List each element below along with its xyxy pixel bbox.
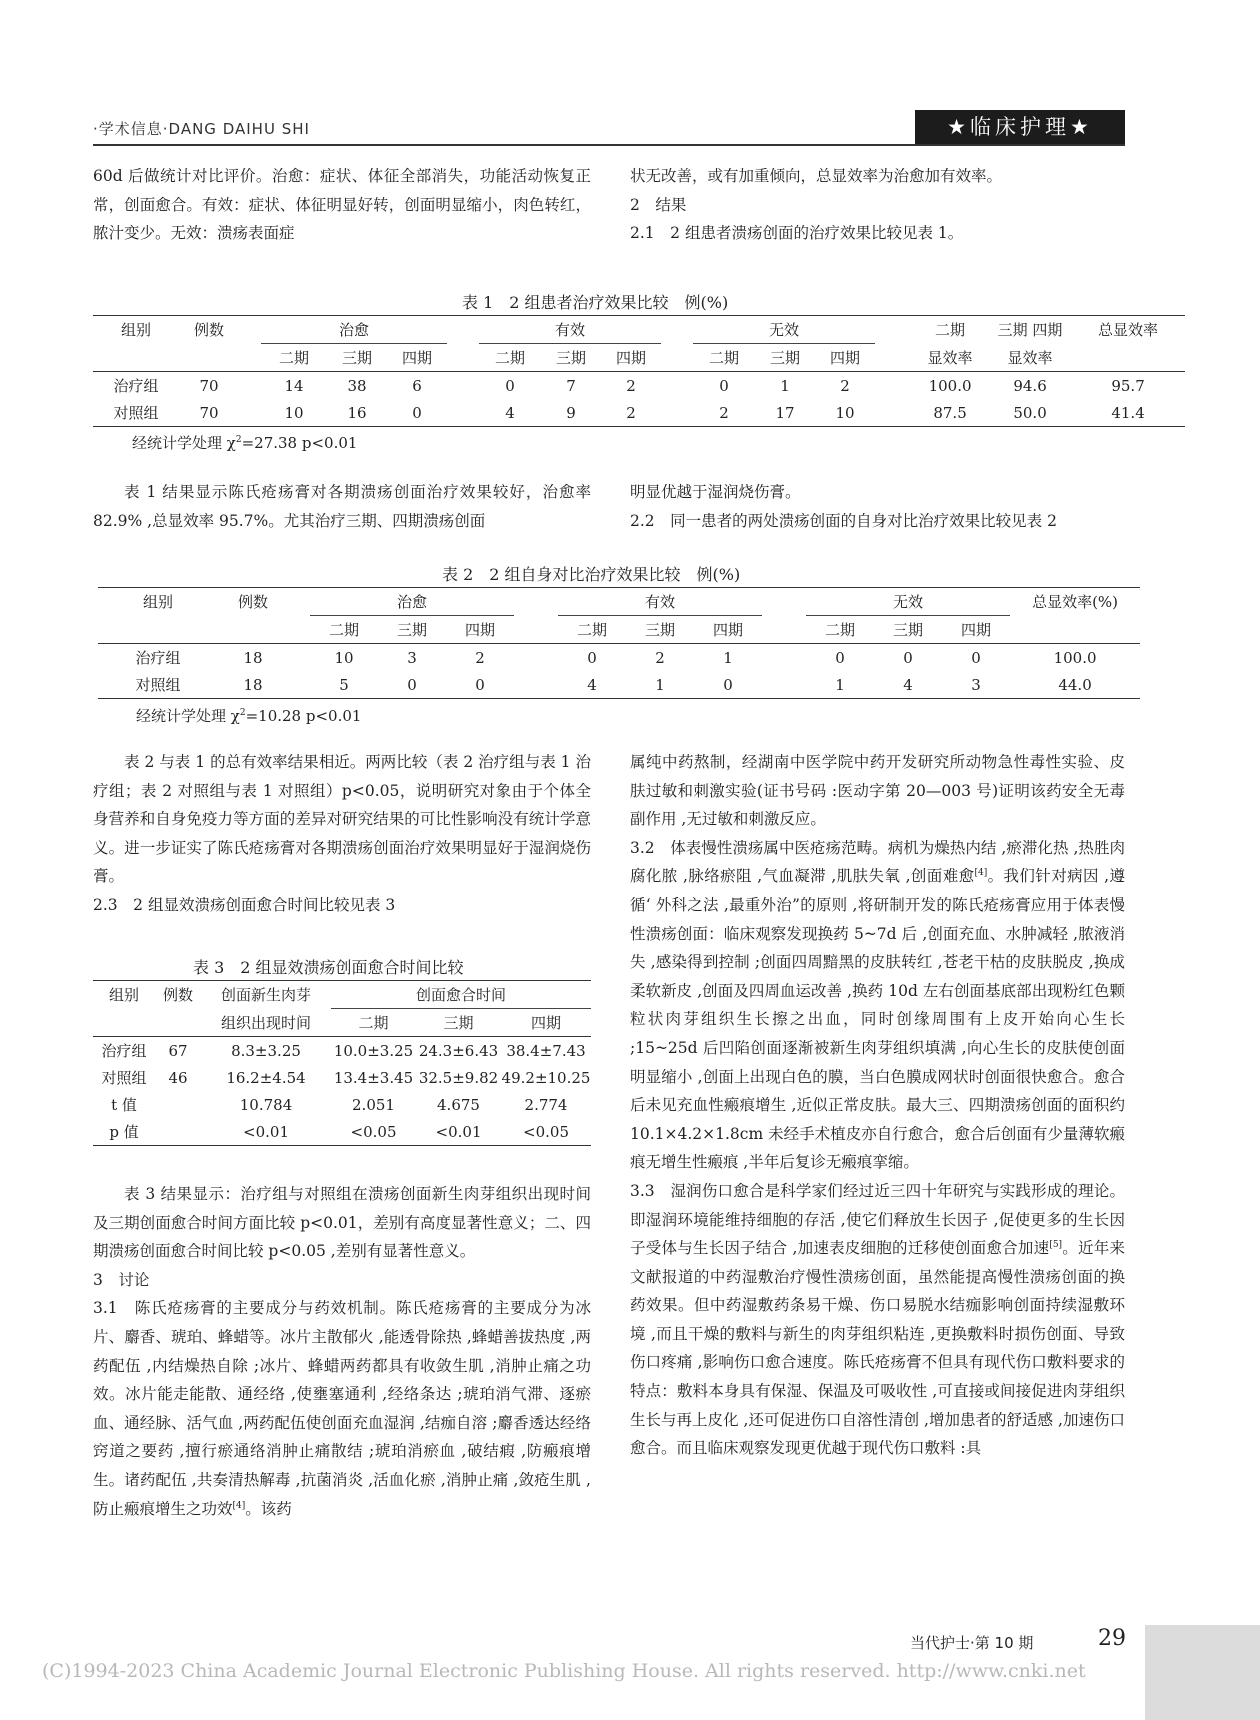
table-cell: 4.675: [437, 1095, 480, 1114]
table-header: 例数: [162, 986, 193, 1005]
journal-issue: 当代护士·第 10 期: [910, 1634, 1034, 1652]
table-cell: 95.7: [1111, 376, 1145, 395]
table-cell: 18: [243, 648, 263, 667]
citation-ref: [5]: [1049, 1239, 1063, 1250]
table-header: 治愈: [261, 316, 447, 344]
table-cell: 13.4±3.45: [333, 1068, 414, 1087]
table-cell: 10.0±3.25: [333, 1041, 414, 1060]
table-cell: 44.0: [1058, 675, 1092, 694]
table-cell: 100.0: [1053, 648, 1097, 667]
table-cell: 0: [835, 648, 845, 667]
table-cell: 2: [626, 376, 636, 395]
table-row: [93, 1037, 591, 1065]
table-cell: 70: [199, 376, 219, 395]
table-header: 四期: [402, 349, 433, 367]
table-cell: [155, 1118, 201, 1146]
table-header: 三期: [556, 349, 587, 367]
table-header: 四期: [531, 1014, 562, 1032]
table-cell: 2.051: [352, 1095, 395, 1114]
superscript: 2: [235, 435, 242, 445]
table-header: 三期: [443, 1014, 474, 1032]
table-cell: 10: [284, 403, 304, 422]
table-header: 治愈: [310, 588, 514, 616]
table-header: 有效: [558, 588, 762, 616]
paragraph: [630, 834, 1125, 1177]
table-cell: 2.774: [524, 1095, 568, 1114]
table-cell: <0.05: [350, 1122, 397, 1141]
table-cell: 4: [903, 675, 913, 694]
table-cell: 10.784: [239, 1095, 293, 1114]
table-header: 三期: [893, 621, 924, 639]
mid-left-text: [93, 478, 591, 535]
table-caption: 表 1 2 组患者治疗效果比较 例(%): [462, 293, 729, 312]
table-cell: 46: [168, 1068, 188, 1087]
table-header: 例数: [237, 593, 268, 612]
table-cell: 24.3±6.43: [418, 1041, 499, 1060]
table-cell: 1: [723, 648, 733, 667]
table-header: 四期: [830, 349, 861, 367]
note-text: =27.38 p<0.01: [241, 434, 358, 452]
table-cell: 0: [475, 675, 485, 694]
table-header: 总显效率(%): [1032, 593, 1119, 612]
table-cell: 0: [723, 675, 733, 694]
table-cell: 3: [407, 648, 417, 667]
paragraph: 表 2 与表 1 的总有效率结果相近。两两比较（表 2 治疗组与表 1 治疗组；表 2 对照组与表 1 对照组）p<0.05，说明研究对象由于个体全身营养和自身免疫力等方面的差异对研究结果的可比性影响没有统计学意义。进一步证实了陈氏疮疡膏对各期溃疡创面治疗效果明显好于湿润烧伤膏。: [93, 753, 591, 886]
lower-left-top-text: [93, 748, 591, 920]
copyright-watermark: (C)1994-2023 China Academic Journal Electronic Publishing House. All rights reserved. http://www.cnki.net: [42, 1660, 1086, 1682]
table-cell: 67: [168, 1041, 188, 1060]
table-cell: t 值: [111, 1096, 137, 1114]
section-header: ·学术信息·DANG DAIHU SHI: [93, 120, 310, 138]
section-heading: 3 讨论: [93, 1270, 150, 1289]
table-header: 二期: [278, 349, 309, 367]
table-cell: 2: [475, 648, 485, 667]
paragraph-text: 3.3 湿润伤口愈合是科学家们经过近三四十年研究与实践形成的理论。即湿润环境能维持细胞的存活 ,使它们释放生长因子 ,促使更多的生长因子受体与生长因子结合 ,加速表皮细胞的迁移使创面愈合加速: [630, 1181, 1125, 1258]
lower-left-bottom-text: [93, 1180, 591, 1523]
table-cell: 3: [971, 675, 981, 694]
table-cell: 70: [199, 403, 219, 422]
table-header: 二期: [577, 621, 608, 639]
citation-ref: [4]: [974, 868, 988, 879]
table-cell: 2: [840, 376, 850, 395]
table-cell: 7: [566, 376, 576, 395]
table-cell: 38: [347, 376, 367, 395]
table-header: 组别: [120, 321, 151, 340]
table-cell: 治疗组: [113, 377, 159, 395]
footer-band: [1145, 1625, 1260, 1720]
table-cell: 1: [655, 675, 665, 694]
mid-right-text: [630, 478, 1125, 535]
table-cell: 8.3±3.25: [231, 1041, 301, 1060]
paragraph: 表 1 结果显示陈氏疮疡膏对各期溃疡创面治疗效果较好，治愈率 82.9% ,总显效率 95.7%。尤其治疗三期、四期溃疡创面: [93, 483, 591, 530]
table-cell: 0: [903, 648, 913, 667]
table-header: 显效率: [927, 348, 973, 367]
table-cell: 10: [835, 403, 855, 422]
paragraph-text: 。我们针对病因 ,遵循‘ 外科之法 ,最重外治”的原则 ,将研制开发的陈氏疮疡膏应用于体表慢性溃疡创面：临床观察发现换药 5~7d 后 ,创面充血、水肿减轻 ,脓液消失 ,感染得到控制 ;创面四周黯黑的皮肤转红 ,苍老干枯的皮肤脱皮 ,换成柔软新皮 ,创面及四周血运改善 ,换药 10d 左右创面基底部出现粉红色颗粒状肉芽组织生长擦之出血，同时创缘周围有上皮开始向心生长 ;15~25d 后凹陷创面逐渐被新生肉芽组织填满 ,向心生长的皮肤使创面明显缩小 ,创面上出现白色的膜，当白色膜成网状时创面很快愈合。愈合后未见充血性瘢痕增生 ,近似正常皮肤。最大三、四期溃疡创面的面积约 10.1×4.2×1.8cm 未经手术植皮亦自行愈合，愈合后创面有少量薄软瘢痕无增生性瘢痕 ,半年后复诊无瘢痕挛缩。: [630, 867, 1125, 1172]
table-cell: 2: [626, 403, 636, 422]
table-cell: 5: [339, 675, 349, 694]
table-row: [98, 671, 1140, 699]
note-text: 经统计学处理 χ: [132, 434, 236, 452]
table-cell: 94.6: [1013, 376, 1047, 395]
table-cell: 17: [775, 403, 795, 422]
table-cell: 0: [412, 403, 422, 422]
paragraph-text: 3.1 陈氏疮疡膏的主要成分与药效机制。陈氏疮疡膏的主要成分为冰片、麝香、琥珀、蜂蜡等。冰片主散郁火 ,能透骨除热 ,蜂蜡善拔热度 ,两药配伍 ,内结燥热自除 ;冰片、蜂蜡两药都具有收敛生肌 ,消肿止痛之功效。冰片能走能散、通经络 ,使壅塞通利 ,经络条达 ;琥珀消气滞、逐瘀血、通经脉、活气血 ,两药配伍使创面充血湿润 ,结痂自溶 ;麝香透达经络窍道之要药 ,擅行瘀通络消肿止痛散结 ;琥珀消瘀血 ,破结瘕 ,防瘢痕增生。诸药配伍 ,共奏清热解毒 ,抗菌消炎 ,活血化瘀 ,消肿止痛 ,敛疮生肌 ,防止瘢痕增生之功效: [93, 1299, 592, 1518]
table-header: 三期: [396, 621, 427, 639]
paragraph: [630, 1177, 1125, 1463]
table-note: [136, 705, 361, 726]
note-text: =10.28 p<0.01: [245, 707, 362, 725]
table-cell: 14: [284, 376, 304, 395]
table-cell: 对照组: [135, 676, 181, 694]
table-row: [93, 1118, 591, 1146]
table-header: 创面新生肉芽: [220, 986, 311, 1005]
citation-ref: [4]: [232, 1500, 246, 1511]
table-header: 二期: [495, 349, 526, 367]
superscript: 2: [239, 708, 246, 718]
header-rule: [93, 144, 1125, 146]
table-header: 三期: [645, 621, 676, 639]
paragraph: 明显优越于湿润烧伤膏。: [630, 483, 801, 501]
paragraph: 表 3 结果显示：治疗组与对照组在溃疡创面新生肉芽组织出现时间及三期创面愈合时间方面比较 p<0.01，差别有高度显著性意义；二、四期溃疡创面愈合时间比较 p<0.05 ,差别有显著性意义。: [93, 1185, 591, 1261]
table-cell: 41.4: [1111, 403, 1145, 422]
paragraph: 属纯中药熬制，经湖南中医学院中药开发研究所动物急性毒性实验、皮肤过敏和刺激实验(证书号码 :医动字第 20—003 号)证明该药安全无毒副作用 ,无过敏和刺激反应。: [630, 753, 1125, 829]
table-header: 三期 四期: [997, 321, 1063, 340]
table-row: [93, 372, 1185, 400]
table-1: [93, 315, 1185, 427]
table-header: 有效: [479, 316, 661, 344]
table-header: 显效率: [1007, 348, 1053, 367]
table-header: 二期: [709, 349, 740, 367]
table-cell: 32.5±9.82: [418, 1068, 499, 1087]
paragraph: 60d 后做统计对比评价。治愈：症状、体征全部消失，功能活动恢复正常，创面愈合。有效：症状、体征明显好转，创面明显缩小，肉色转红，脓汁变少。无效：溃疡表面症: [93, 167, 591, 243]
table-cell: 2: [655, 648, 665, 667]
table-cell: 1: [835, 675, 845, 694]
table-cell: 治疗组: [101, 1042, 147, 1060]
table-row: [98, 644, 1140, 672]
note-text: 经统计学处理 χ: [136, 707, 240, 725]
table-cell: 4: [505, 403, 515, 422]
table-header: 二期: [358, 1014, 389, 1032]
table-cell: 49.2±10.25: [501, 1068, 591, 1087]
table-2: [98, 587, 1140, 699]
table-header: 二期: [825, 621, 856, 639]
table-cell: 16: [347, 403, 367, 422]
column-badge: ★临床护理★: [915, 110, 1125, 144]
table-header: 无效: [693, 316, 875, 344]
table-header: 组织出现时间: [220, 1013, 311, 1032]
table-cell: 2: [719, 403, 729, 422]
paragraph: 2.3 2 组显效溃疡创面愈合时间比较见表 3: [93, 895, 396, 914]
table-caption: 表 3 2 组显效溃疡创面愈合时间比较: [193, 958, 464, 977]
table-row: [93, 399, 1185, 427]
table-header: 三期: [770, 349, 801, 367]
table-cell: <0.01: [243, 1122, 289, 1141]
table-cell: <0.01: [435, 1122, 482, 1141]
table-cell: 6: [412, 376, 422, 395]
table-cell: 0: [587, 648, 597, 667]
paragraph: 2.1 2 组患者溃疡创面的治疗效果比较见表 1。: [630, 224, 964, 243]
paragraph-text: 3.2 体表慢性溃疡属中医疮疡范畴。病机为燥热内结 ,瘀滞化热 ,热胜肉腐化脓 ,脉络瘀阻 ,气血凝滞 ,肌肤失氧 ,创面难愈: [630, 838, 1125, 886]
table-cell: 4: [587, 675, 597, 694]
paragraph-text: 。该药: [245, 1499, 292, 1518]
table-cell: p 值: [109, 1123, 139, 1141]
paragraph: 2.2 同一患者的两处溃疡创面的自身对比治疗效果比较见表 2: [630, 511, 1057, 530]
table-cell: <0.05: [523, 1122, 569, 1141]
table-header: 无效: [806, 588, 1010, 616]
table-header: 三期: [341, 349, 372, 367]
table-cell: 100.0: [928, 376, 972, 395]
paragraph: 状无改善，或有加重倾向，总显效率为治愈加有效率。: [630, 167, 1003, 185]
table-cell: 0: [719, 376, 729, 395]
table-cell: 1: [780, 376, 790, 395]
table-cell: 治疗组: [135, 649, 181, 667]
table-cell: 9: [566, 403, 576, 422]
table-cell: 16.2±4.54: [226, 1068, 306, 1087]
table-header: 四期: [465, 621, 496, 639]
table-cell: 10: [334, 648, 354, 667]
table-row: [93, 1091, 591, 1118]
table-cell: 对照组: [113, 404, 159, 422]
table-header: 四期: [616, 349, 647, 367]
table-header: 组别: [142, 593, 173, 612]
section-heading: 2 结果: [630, 195, 687, 214]
table-header: 例数: [193, 321, 224, 340]
top-left-text: [93, 162, 591, 248]
table-cell: 0: [407, 675, 417, 694]
table-header: 四期: [713, 621, 744, 639]
table-cell: 0: [505, 376, 515, 395]
table-header: 二期: [935, 321, 966, 340]
table-header: 二期: [328, 621, 359, 639]
table-header: 四期: [961, 621, 992, 639]
table-cell: 18: [243, 675, 263, 694]
table-row: [93, 1064, 591, 1091]
paragraph: [93, 1294, 591, 1523]
table-cell: 87.5: [933, 403, 967, 422]
table-cell: 对照组: [101, 1069, 147, 1087]
table-cell: 50.0: [1013, 403, 1047, 422]
table-caption: 表 2 2 组自身对比治疗效果比较 例(%): [442, 565, 741, 584]
table-note: [132, 432, 357, 453]
table-header: 组别: [108, 986, 139, 1005]
page-number: 29: [1098, 1626, 1126, 1651]
table-cell: 38.4±7.43: [506, 1041, 586, 1060]
lower-right-text: [630, 748, 1125, 1463]
table-3: [93, 980, 591, 1146]
paragraph-text: 。近年来文献报道的中药湿敷治疗慢性溃疡创面，虽然能提高慢性溃疡创面的换药效果。但中药湿敷药条易干燥、伤口易脱水结痂影响创面持续湿敷环境 ,而且干燥的敷料与新生的肉芽组织粘连 ,更换敷料时损伤创面、导致伤口疼痛 ,影响伤口愈合速度。陈氏疮疡膏不但具有现代伤口敷料要求的特点：敷料本身具有保湿、保温及可吸收性 ,可直接或间接促进肉芽组织生长与再上皮化 ,还可促进伤口自溶性清创 ,增加患者的舒适感 ,加速伤口愈合。而且临床观察发现更优越于现代伤口敷料 :具: [630, 1239, 1125, 1458]
table-cell: [155, 1091, 201, 1118]
table-header: 总显效率: [1098, 321, 1159, 340]
table-header: 创面愈合时间: [331, 981, 591, 1009]
table-cell: 0: [971, 648, 981, 667]
top-right-text: [630, 162, 1125, 248]
